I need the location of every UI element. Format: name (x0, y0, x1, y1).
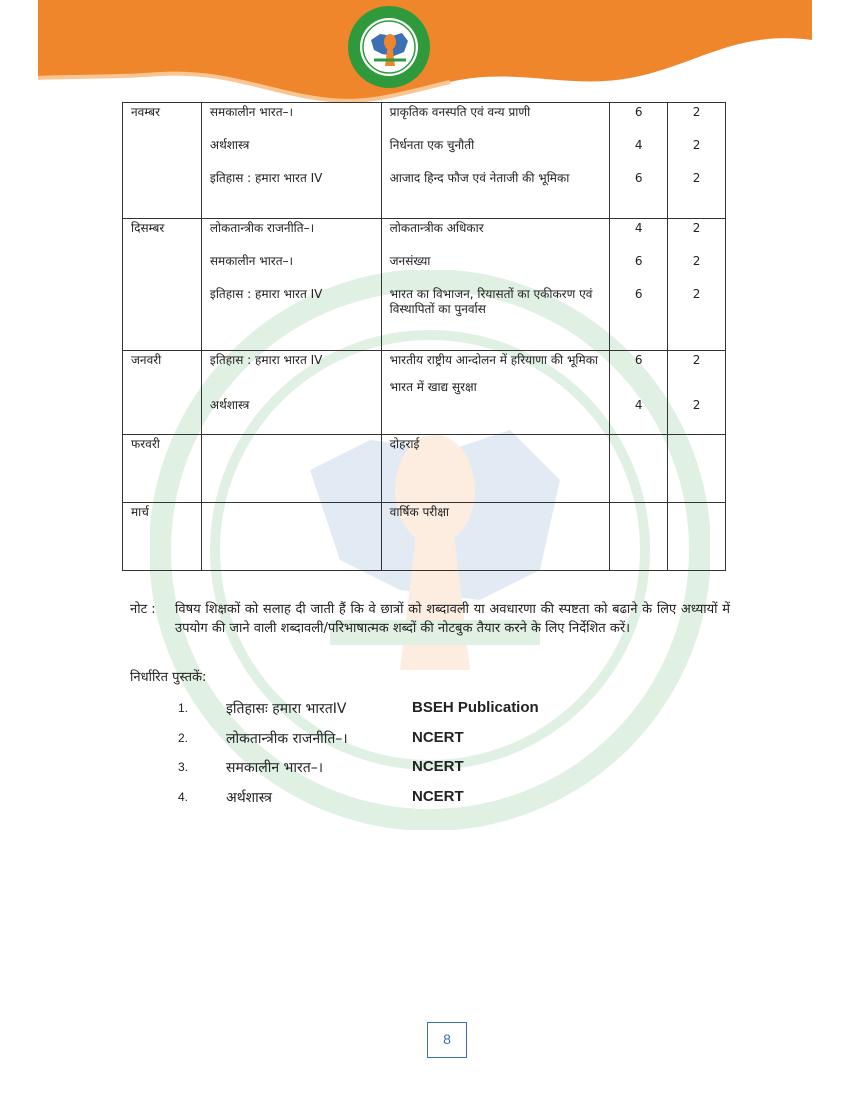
book-publisher: NCERT (412, 729, 464, 746)
table-row (123, 219, 726, 351)
chapter-name: भारत में खाद्य सुरक्षा (389, 380, 477, 394)
periods-cell (610, 435, 668, 503)
periods-value: 6 (634, 287, 643, 301)
book-name: इतिहास : हमारा भारत IV (209, 287, 323, 301)
chapter-name: भारतीय राष्ट्रीय आन्दोलन में हरियाणा की भूमिका (389, 353, 599, 367)
periods-value: 4 (634, 138, 643, 152)
book-number: 3. (178, 760, 189, 774)
book-number: 2. (178, 731, 189, 745)
book-name: इतिहास : हमारा भारत IV (209, 353, 323, 367)
tests-cell (668, 103, 726, 219)
month-cell: मार्च (123, 503, 202, 571)
board-logo (346, 4, 432, 90)
tests-value: 2 (692, 138, 701, 152)
tests-value: 2 (692, 287, 701, 301)
month-cell: दिसम्बर (123, 219, 202, 351)
book-title: समकालीन भारत–। (226, 760, 324, 776)
book-name: इतिहास : हमारा भारत IV (209, 171, 323, 185)
periods-value: 4 (634, 221, 643, 235)
book-number: 4. (178, 790, 189, 804)
tests-cell (668, 503, 726, 571)
book-title: इतिहासः हमारा भारतIV (226, 701, 347, 717)
page-number: 8 (427, 1022, 467, 1058)
chapter-name: लोकतान्त्रीक अधिकार (389, 221, 484, 235)
book-cell (201, 103, 381, 219)
book-title: लोकतान्त्रीक राजनीति–। (226, 731, 348, 747)
chapter-cell: वार्षिक परीक्षा (381, 503, 610, 571)
tests-value: 2 (692, 221, 701, 235)
periods-value: 6 (634, 254, 643, 268)
tests-value: 2 (692, 105, 701, 119)
table-row (123, 503, 726, 571)
book-cell (201, 351, 381, 435)
chapter-name: भारत का विभाजन, रियासतों का एकीकरण एवं विस्थापितों का पुनर्वास (389, 287, 593, 316)
chapter-name: प्राकृतिक वनस्पति एवं वन्य प्राणी (389, 105, 531, 119)
book-title: अर्थशास्त्र (226, 790, 272, 806)
table-row (123, 103, 726, 219)
schedule-table (122, 102, 726, 571)
book-name: अर्थशास्त्र (209, 138, 250, 152)
tests-value: 2 (692, 353, 701, 367)
tests-value: 2 (692, 171, 701, 185)
note-text: विषय शिक्षकों को सलाह दी जाती हैं कि वे छात्रों को शब्दावली या अवधारणा की स्पष्टता को बढाने के लिए अध्यायों में उपयोग की जाने वाली शब्दावली/परिभाषात्मक शब्दों की नोटबुक तैयार करने के लिए निर्देशित करें। (175, 602, 730, 636)
book-name: लोकतान्त्रीक राजनीति–। (209, 221, 315, 235)
books-heading: निर्धारित पुस्तकें: (130, 670, 207, 685)
book-publisher: NCERT (412, 758, 464, 775)
chapter-name: जनसंख्या (389, 254, 431, 268)
chapter-name: निर्धनता एक चुनौती (389, 138, 475, 152)
book-number: 1. (178, 701, 189, 715)
chapter-cell (381, 219, 610, 351)
chapter-cell (381, 103, 610, 219)
table-row (123, 351, 726, 435)
periods-cell (610, 219, 668, 351)
chapter-name: आजाद हिन्द फौज एवं नेताजी की भूमिका (389, 171, 570, 185)
periods-cell (610, 103, 668, 219)
book-publisher: BSEH Publication (412, 699, 539, 716)
month-cell: नवम्बर (123, 103, 202, 219)
periods-value: 6 (634, 105, 643, 119)
month-cell: जनवरी (123, 351, 202, 435)
book-name: समकालीन भारत–। (209, 105, 294, 119)
book-cell (201, 219, 381, 351)
periods-value: 6 (634, 353, 643, 367)
periods-cell (610, 351, 668, 435)
book-cell (201, 435, 381, 503)
chapter-cell: दोहराई (381, 435, 610, 503)
note-label: नोट : (130, 602, 156, 617)
book-name: समकालीन भारत–। (209, 254, 294, 268)
tests-cell (668, 435, 726, 503)
tests-value: 2 (692, 398, 701, 412)
book-publisher: NCERT (412, 788, 464, 805)
periods-cell (610, 503, 668, 571)
tests-cell (668, 219, 726, 351)
tests-value: 2 (692, 254, 701, 268)
periods-value: 4 (634, 398, 643, 412)
tests-cell (668, 351, 726, 435)
periods-value: 6 (634, 171, 643, 185)
month-cell: फरवरी (123, 435, 202, 503)
table-row (123, 435, 726, 503)
book-name: अर्थशास्त्र (209, 398, 250, 412)
chapter-cell (381, 351, 610, 435)
book-cell (201, 503, 381, 571)
